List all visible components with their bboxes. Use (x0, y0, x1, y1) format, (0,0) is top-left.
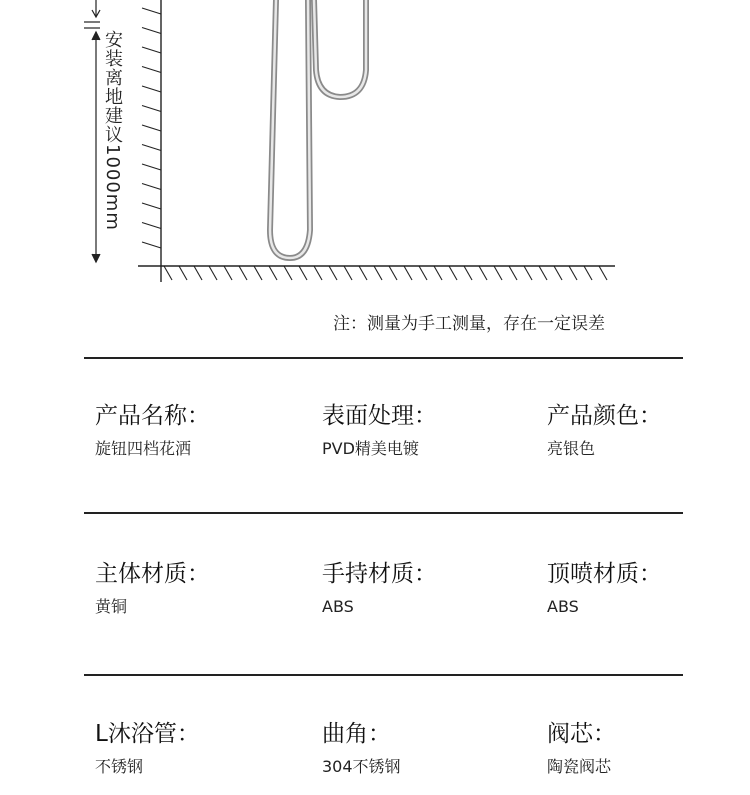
floor-hatch-mark (344, 266, 352, 280)
floor-hatch-mark (434, 266, 442, 280)
floor-hatch-mark (479, 266, 487, 280)
installation-height-label: 安装离地建议1000mm (102, 30, 123, 231)
spec-value: 旋钮四档花洒 (95, 439, 192, 458)
floor-hatch-mark (524, 266, 532, 280)
spec-shower-pipe (95, 723, 200, 775)
floor-hatch-mark (539, 266, 547, 280)
spec-value: 不锈钢 (95, 757, 144, 776)
shower-hose-long (270, 0, 310, 258)
top-dimension-arrow (84, 0, 100, 22)
spec-elbow (322, 723, 401, 775)
floor-hatch-mark (494, 266, 502, 280)
spec-label: 曲角： (322, 721, 391, 747)
divider-3 (84, 674, 683, 676)
floor-hatch-mark (209, 266, 217, 280)
wall-hatch-mark (142, 145, 161, 151)
floor-hatch-mark (314, 266, 322, 280)
floor-hatch-mark (419, 266, 427, 280)
wall-hatch-mark (142, 106, 161, 112)
spec-value: PVD精美电镀 (322, 439, 419, 458)
wall-hatch-mark (142, 67, 161, 73)
wall-hatch-mark (142, 125, 161, 131)
wall-hatch-mark (142, 223, 161, 229)
floor-hatch-mark (509, 266, 517, 280)
wall-hatching (142, 8, 161, 248)
spec-value: 陶瓷阀芯 (547, 757, 612, 776)
floor-hatch-mark (389, 266, 397, 280)
spec-value: 亮银色 (547, 439, 596, 458)
floor-hatch-mark (404, 266, 412, 280)
floor-hatch-mark (254, 266, 262, 280)
spec-label: 产品颜色： (547, 403, 662, 429)
floor-hatch-mark (449, 266, 457, 280)
height-dimension-arrow (84, 28, 100, 262)
spec-product-color (547, 405, 662, 457)
wall-hatch-mark (142, 184, 161, 190)
floor-hatch-mark (164, 266, 172, 280)
spec-label: 表面处理： (322, 403, 437, 429)
floor-hatch-mark (329, 266, 337, 280)
floor-hatch-mark (179, 266, 187, 280)
spec-value: ABS (547, 597, 579, 616)
spec-label: 阀芯： (547, 721, 616, 747)
floor-hatching (164, 266, 607, 280)
floor-hatch-mark (224, 266, 232, 280)
wall-hatch-mark (142, 164, 161, 170)
floor-hatch-mark (269, 266, 277, 280)
wall-hatch-mark (142, 28, 161, 34)
spec-valve-core (547, 723, 616, 775)
wall-hatch-mark (142, 86, 161, 92)
floor-hatch-mark (374, 266, 382, 280)
floor-hatch-mark (569, 266, 577, 280)
floor-hatch-mark (239, 266, 247, 280)
spec-value: 304不锈钢 (322, 757, 401, 776)
divider-2 (84, 512, 683, 514)
divider-1 (84, 357, 683, 359)
wall-hatch-mark (142, 242, 161, 248)
spec-label: 顶喷材质： (547, 561, 662, 587)
floor-hatch-mark (284, 266, 292, 280)
spec-value: 黄铜 (95, 597, 128, 616)
spec-value: ABS (322, 597, 354, 616)
floor-hatch-mark (599, 266, 607, 280)
spec-top-spray-material (547, 563, 662, 615)
wall-hatch-mark (142, 203, 161, 209)
floor-hatch-mark (359, 266, 367, 280)
floor-hatch-mark (194, 266, 202, 280)
shower-hose-short (314, 0, 366, 97)
wall-hatch-mark (142, 47, 161, 53)
floor-hatch-mark (299, 266, 307, 280)
measurement-note: 注：测量为手工测量，存在一定误差 (333, 314, 605, 334)
spec-body-material (95, 563, 210, 615)
spec-product-name (95, 405, 210, 457)
floor-hatch-mark (554, 266, 562, 280)
floor-hatch-mark (464, 266, 472, 280)
spec-label: 手持材质： (322, 561, 437, 587)
floor-hatch-mark (584, 266, 592, 280)
spec-label: 主体材质： (95, 561, 210, 587)
wall-hatch-mark (142, 8, 161, 14)
spec-label: 产品名称： (95, 403, 210, 429)
spec-handle-material (322, 563, 437, 615)
spec-surface-treatment (322, 405, 437, 457)
spec-label: L沐浴管： (95, 721, 200, 747)
